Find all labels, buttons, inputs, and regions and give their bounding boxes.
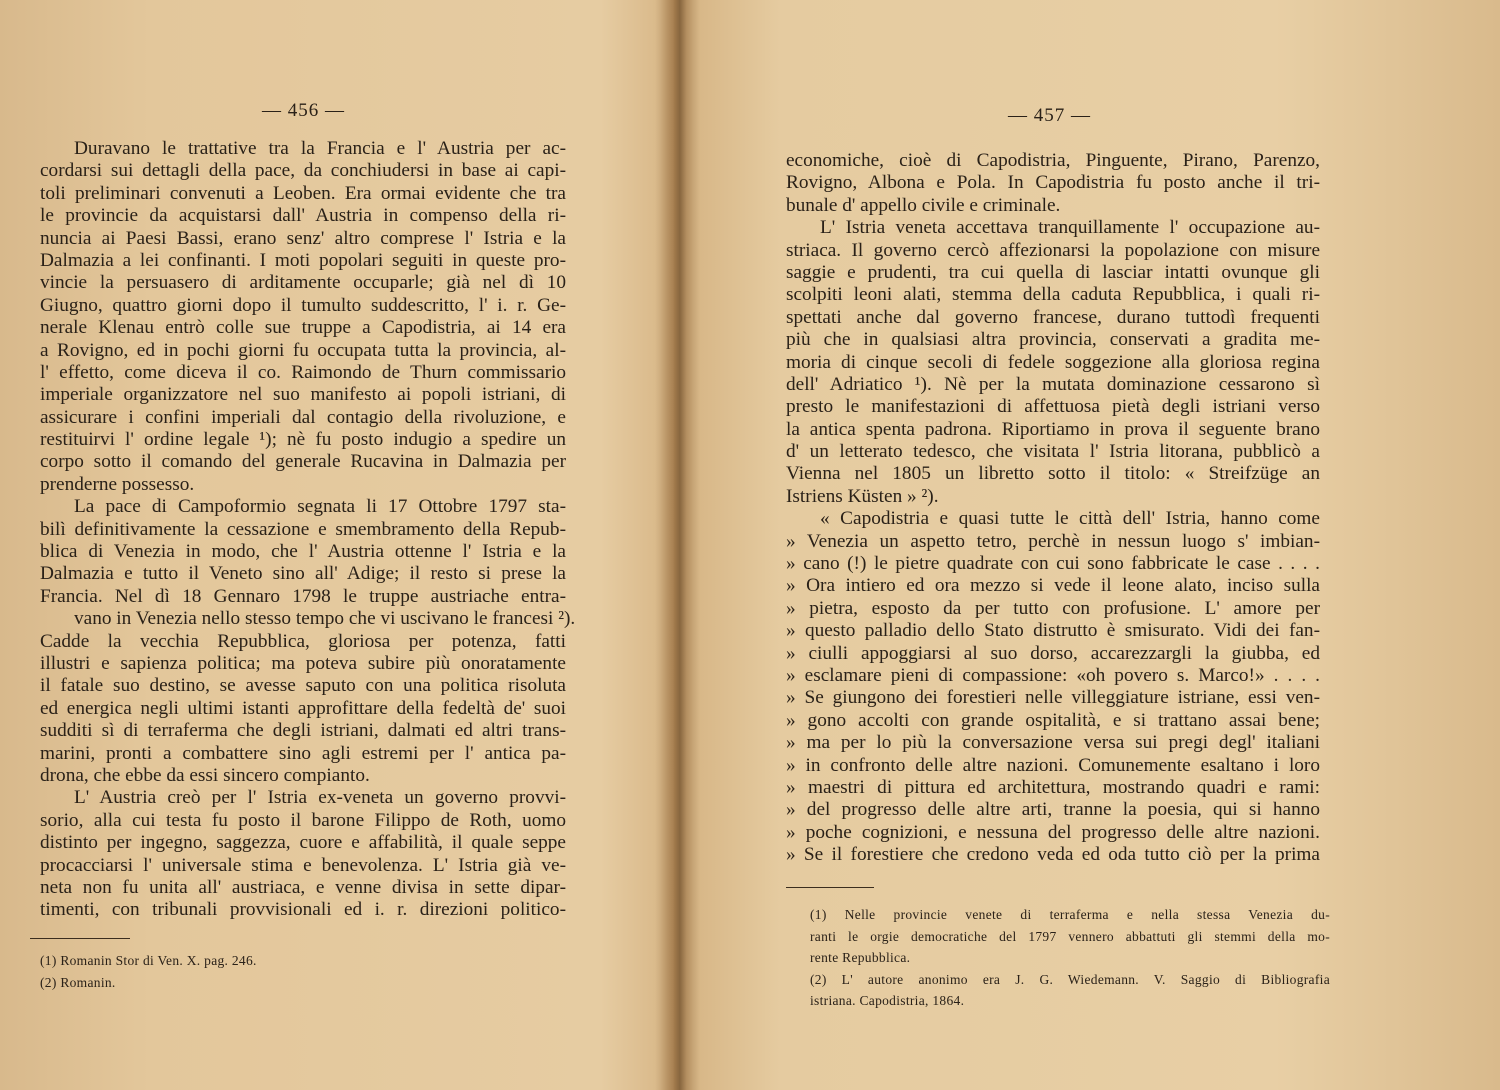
text-line: vano in Venezia nello stesso tempo che vi uscivano le francesi ²). <box>74 608 576 630</box>
text-line: restituirvi l' ordine legale ¹); nè fu posto indugio a spedire un <box>40 429 566 451</box>
text-line: » in confronto delle altre nazioni. Comunemente esaltano i loro <box>786 754 1320 776</box>
text-line: striaca. Il governo cercò affezionarsi la popolazione con misure <box>786 239 1320 261</box>
text-line: blica di Venezia in modo, che l' Austria ottenne l' Istria e la <box>40 541 566 563</box>
text-line: » Ora intiero ed ora mezzo si vede il leone alato, inciso sulla <box>786 575 1320 597</box>
text-line: presto le manifestazioni di affettuosa pietà degli istriani verso <box>786 396 1320 418</box>
body-text <box>786 150 1320 867</box>
footnote-rule <box>786 887 874 888</box>
text-line: » del progresso delle altre arti, tranne la poesia, qui si hanno <box>786 799 1320 821</box>
text-line: imperiale organizzatore nel suo manifesto ai popoli istriani, di <box>40 384 566 406</box>
text-line: l' effetto, come diceva il co. Raimondo de Thurn commissario <box>40 361 566 383</box>
footnote-line: (1) Nelle provincie venete di terraferma e nella stessa Venezia du- <box>810 907 1330 922</box>
text-line: « Capodistria e quasi tutte le città dell' Istria, hanno come <box>820 508 1320 530</box>
footnote-rule <box>30 938 130 939</box>
text-line: » ma per lo più la conversazione versa sui pregi degl' italiani <box>786 732 1320 754</box>
text-line: Dalmazia e tutto il Veneto sino all' Adige; il resto si prese la <box>40 563 566 585</box>
text-line: drona, che ebbe da essi sincero compianto. <box>40 764 370 786</box>
page-number: — 456 — <box>262 100 345 121</box>
text-line: L' Istria veneta accettava tranquillamente l' occupazione au- <box>820 217 1320 239</box>
text-line: economiche, cioè di Capodistria, Pinguente, Pirano, Parenzo, <box>786 150 1320 171</box>
text-line: bunale d' appello civile e criminale. <box>786 194 1061 216</box>
text-line: » Se giungono dei forestieri nelle villeggiature istriane, essi ven- <box>786 687 1320 709</box>
text-line: L' Austria creò per l' Istria ex-veneta un governo provvi- <box>74 787 566 809</box>
text-line: » ciulli appoggiarsi al suo dorso, accarezzargli la giubba, ed <box>786 642 1320 664</box>
text-line: » pietra, esposto da per tutto con profusione. L' amore per <box>786 597 1320 619</box>
text-line: bilì definitivamente la cessazione e smembramento della Repub- <box>40 518 566 540</box>
text-line: cordarsi sui dettagli della pace, da conchiudersi in base ai capi- <box>40 160 566 182</box>
text-line: illustri e sapienza politica; ma poteva subire più onoratamente <box>40 652 566 674</box>
text-line: a Rovigno, ed in pochi giorni fu occupata tutta la provincia, al- <box>40 339 566 361</box>
footnote-line: istriana. Capodistria, 1864. <box>810 993 965 1008</box>
footnote-line: (1) Romanin Stor di Ven. X. pag. 246. <box>40 953 257 968</box>
text-line: distinto per ingegno, saggezza, cuore e affabilità, il quale seppe <box>40 832 566 854</box>
text-line: » gono accolti con grande ospitalità, e si trattano assai bene; <box>786 709 1320 731</box>
left-page <box>0 0 676 1090</box>
text-line: moria di cinque secoli di fedele soggezione alla gloriosa regina <box>786 351 1320 373</box>
text-line: marini, pronti a combattere sino agli estremi per l' antica pa- <box>40 742 566 764</box>
text-line: saggie e prudenti, tra cui quella di lasciar intatti ovunque gli <box>786 261 1320 283</box>
text-line: neta non fu unita all' austriaca, e venne divisa in sette dipar- <box>40 876 566 898</box>
text-line: Vienna nel 1805 un libretto sotto il titolo: « Streifzüge an <box>786 463 1320 485</box>
text-line: Rovigno, Albona e Pola. In Capodistria fu posto anche il tri- <box>786 172 1320 194</box>
footnote-line: rente Repubblica. <box>810 950 911 965</box>
body-text <box>40 138 576 922</box>
text-line: corpo sotto il comando del generale Rucavina in Dalmazia per <box>40 451 566 473</box>
text-line: prenderne possesso. <box>40 473 195 495</box>
text-line: Istriens Küsten » ²). <box>786 485 939 507</box>
text-line: il fatale suo destino, se avesse saputo con una politica risoluta <box>40 675 566 697</box>
footnote-line: (2) L' autore anonimo era J. G. Wiedemann. V. Saggio di Bibliografia <box>810 971 1330 987</box>
text-line: assicurare i confini imperiali dal contagio della rivoluzione, e <box>40 406 566 428</box>
text-line: scolpiti leoni alati, stemma della caduta Repubblica, i quali ri- <box>786 284 1320 306</box>
page-number: — 457 — <box>1008 105 1091 126</box>
text-line: » cano (!) le pietre quadrate con cui sono fabbricate le case . . . . <box>786 553 1320 575</box>
text-line: la antica spenta padrona. Riportiamo in prova il seguente brano <box>786 418 1320 440</box>
text-line: dell' Adriatico ¹). Nè per la mutata dominazione cessarono sì <box>786 373 1320 395</box>
text-line: nuncia ai Paesi Bassi, erano senz' altro comprese l' Istria e la <box>40 227 566 249</box>
text-line: procacciarsi l' universale stima e benevolenza. L' Istria già ve- <box>40 854 566 876</box>
text-line: » esclamare pieni di compassione: «oh povero s. Marco!» . . . . <box>786 664 1320 686</box>
text-line: Duravano le trattative tra la Francia e l' Austria per ac- <box>74 138 566 159</box>
footnote-line: (2) Romanin. <box>40 974 116 990</box>
text-line: sudditi sì di terraferma che degli istriani, dalmati ed altri trans- <box>40 720 566 742</box>
footnotes <box>40 950 440 993</box>
footnotes <box>810 904 1330 1012</box>
text-line: La pace di Campoformio segnata li 17 Ottobre 1797 sta- <box>74 496 566 518</box>
text-line: vincie la persuasero di arditamente occuparle; già nel dì 10 <box>40 272 566 294</box>
text-line: » Se il forestiere che credono veda ed oda tutto ciò per la prima <box>786 844 1320 866</box>
text-line: Dalmazia a lei confinanti. I moti popolari seguiti in queste pro- <box>40 249 566 271</box>
text-line: d' un letterato tedesco, che visitata l' Istria litorana, pubblicò a <box>786 441 1320 463</box>
text-line: Cadde la vecchia Repubblica, gloriosa per potenza, fatti <box>40 630 566 652</box>
text-line: Giugno, quattro giorni dopo il tumulto suddescritto, l' i. r. Ge- <box>40 294 566 316</box>
text-line: » maestri di pittura ed architettura, mostrando quadri e rami: <box>786 776 1320 798</box>
text-line: sorio, alla cui testa fu posto il barone Filippo de Roth, uomo <box>40 809 566 831</box>
text-line: nerale Klenau entrò colle sue truppe a Capodistria, ai 14 era <box>40 317 566 339</box>
text-line: le provincie da acquistarsi dall' Austria in compenso della ri- <box>40 205 566 227</box>
text-line: » Venezia un aspetto tetro, perchè in nessun luogo s' imbian- <box>786 530 1320 552</box>
footnote-line: ranti le orgie democratiche del 1797 vennero abbattuti gli stemmi della mo- <box>810 928 1330 944</box>
text-line: spettati anche dal governo francese, durano tuttodì frequenti <box>786 306 1320 328</box>
text-line: Francia. Nel dì 18 Gennaro 1798 le truppe austriache entra- <box>40 585 566 607</box>
text-line: » questo palladio dello Stato distrutto è smisurato. Vidi dei fan- <box>786 620 1320 642</box>
text-line: più che in qualsiasi altra provincia, conservati a gradita me- <box>786 329 1320 351</box>
right-page <box>690 0 1500 1090</box>
text-line: » poche cognizioni, e nessuna del progresso delle altre nazioni. <box>786 821 1320 843</box>
text-line: toli preliminari convenuti a Leoben. Era ormai evidente che tra <box>40 182 566 204</box>
text-line: ed energica negli ultimi istanti approfittare della fedeltà de' suoi <box>40 697 566 719</box>
text-line: timenti, con tribunali provvisionali ed i. r. direzioni politico- <box>40 899 566 921</box>
